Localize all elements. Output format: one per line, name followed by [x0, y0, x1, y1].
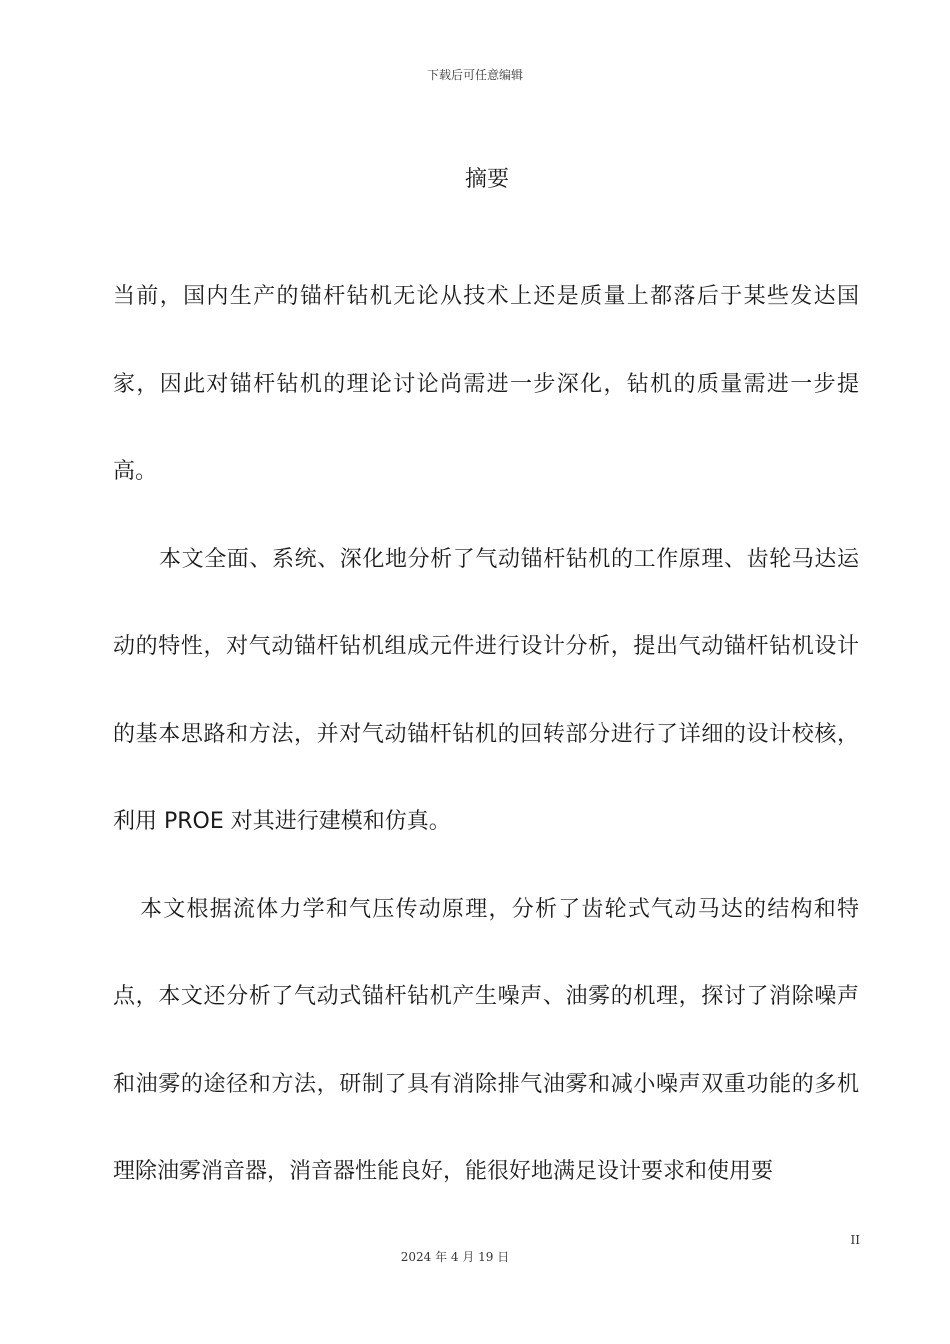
paragraph-3: 本文根据流体力学和气压传动原理，分析了齿轮式气动马达的结构和特点，本文还分析了气动式锚杆钻机产生噪声、油雾的机理，探讨了消除噪声和油雾的途径和方法，研制了具有消除排气油雾和减小噪声双重功能的多机理除油雾消音器，消音器性能良好，能很好地满足设计要求和使用要 — [113, 896, 859, 1184]
paragraph-1: 当前，国内生产的锚杆钻机无论从技术上还是质量上都落后于某些发达国家，因此对锚杆钻机的理论讨论尚需进一步深化，钻机的质量需进一步提高。 — [113, 284, 859, 484]
page-number: II — [850, 1233, 860, 1247]
footer-date: 2024 年 4 月 19 日 — [400, 1250, 510, 1264]
body-text — [113, 253, 859, 1216]
header-note: 下载后可任意编辑 — [426, 68, 523, 82]
paragraph-2: 本文全面、系统、深化地分析了气动锚杆钻机的工作原理、齿轮马达运动的特性，对气动锚杆钻机组成元件进行设计分析，提出气动锚杆钻机设计的基本思路和方法，并对气动锚杆钻机的回转部分进行了详细的设计校核，利用 PROE 对其进行建模和仿真。 — [113, 546, 859, 834]
page-title: 摘要 — [464, 167, 509, 192]
